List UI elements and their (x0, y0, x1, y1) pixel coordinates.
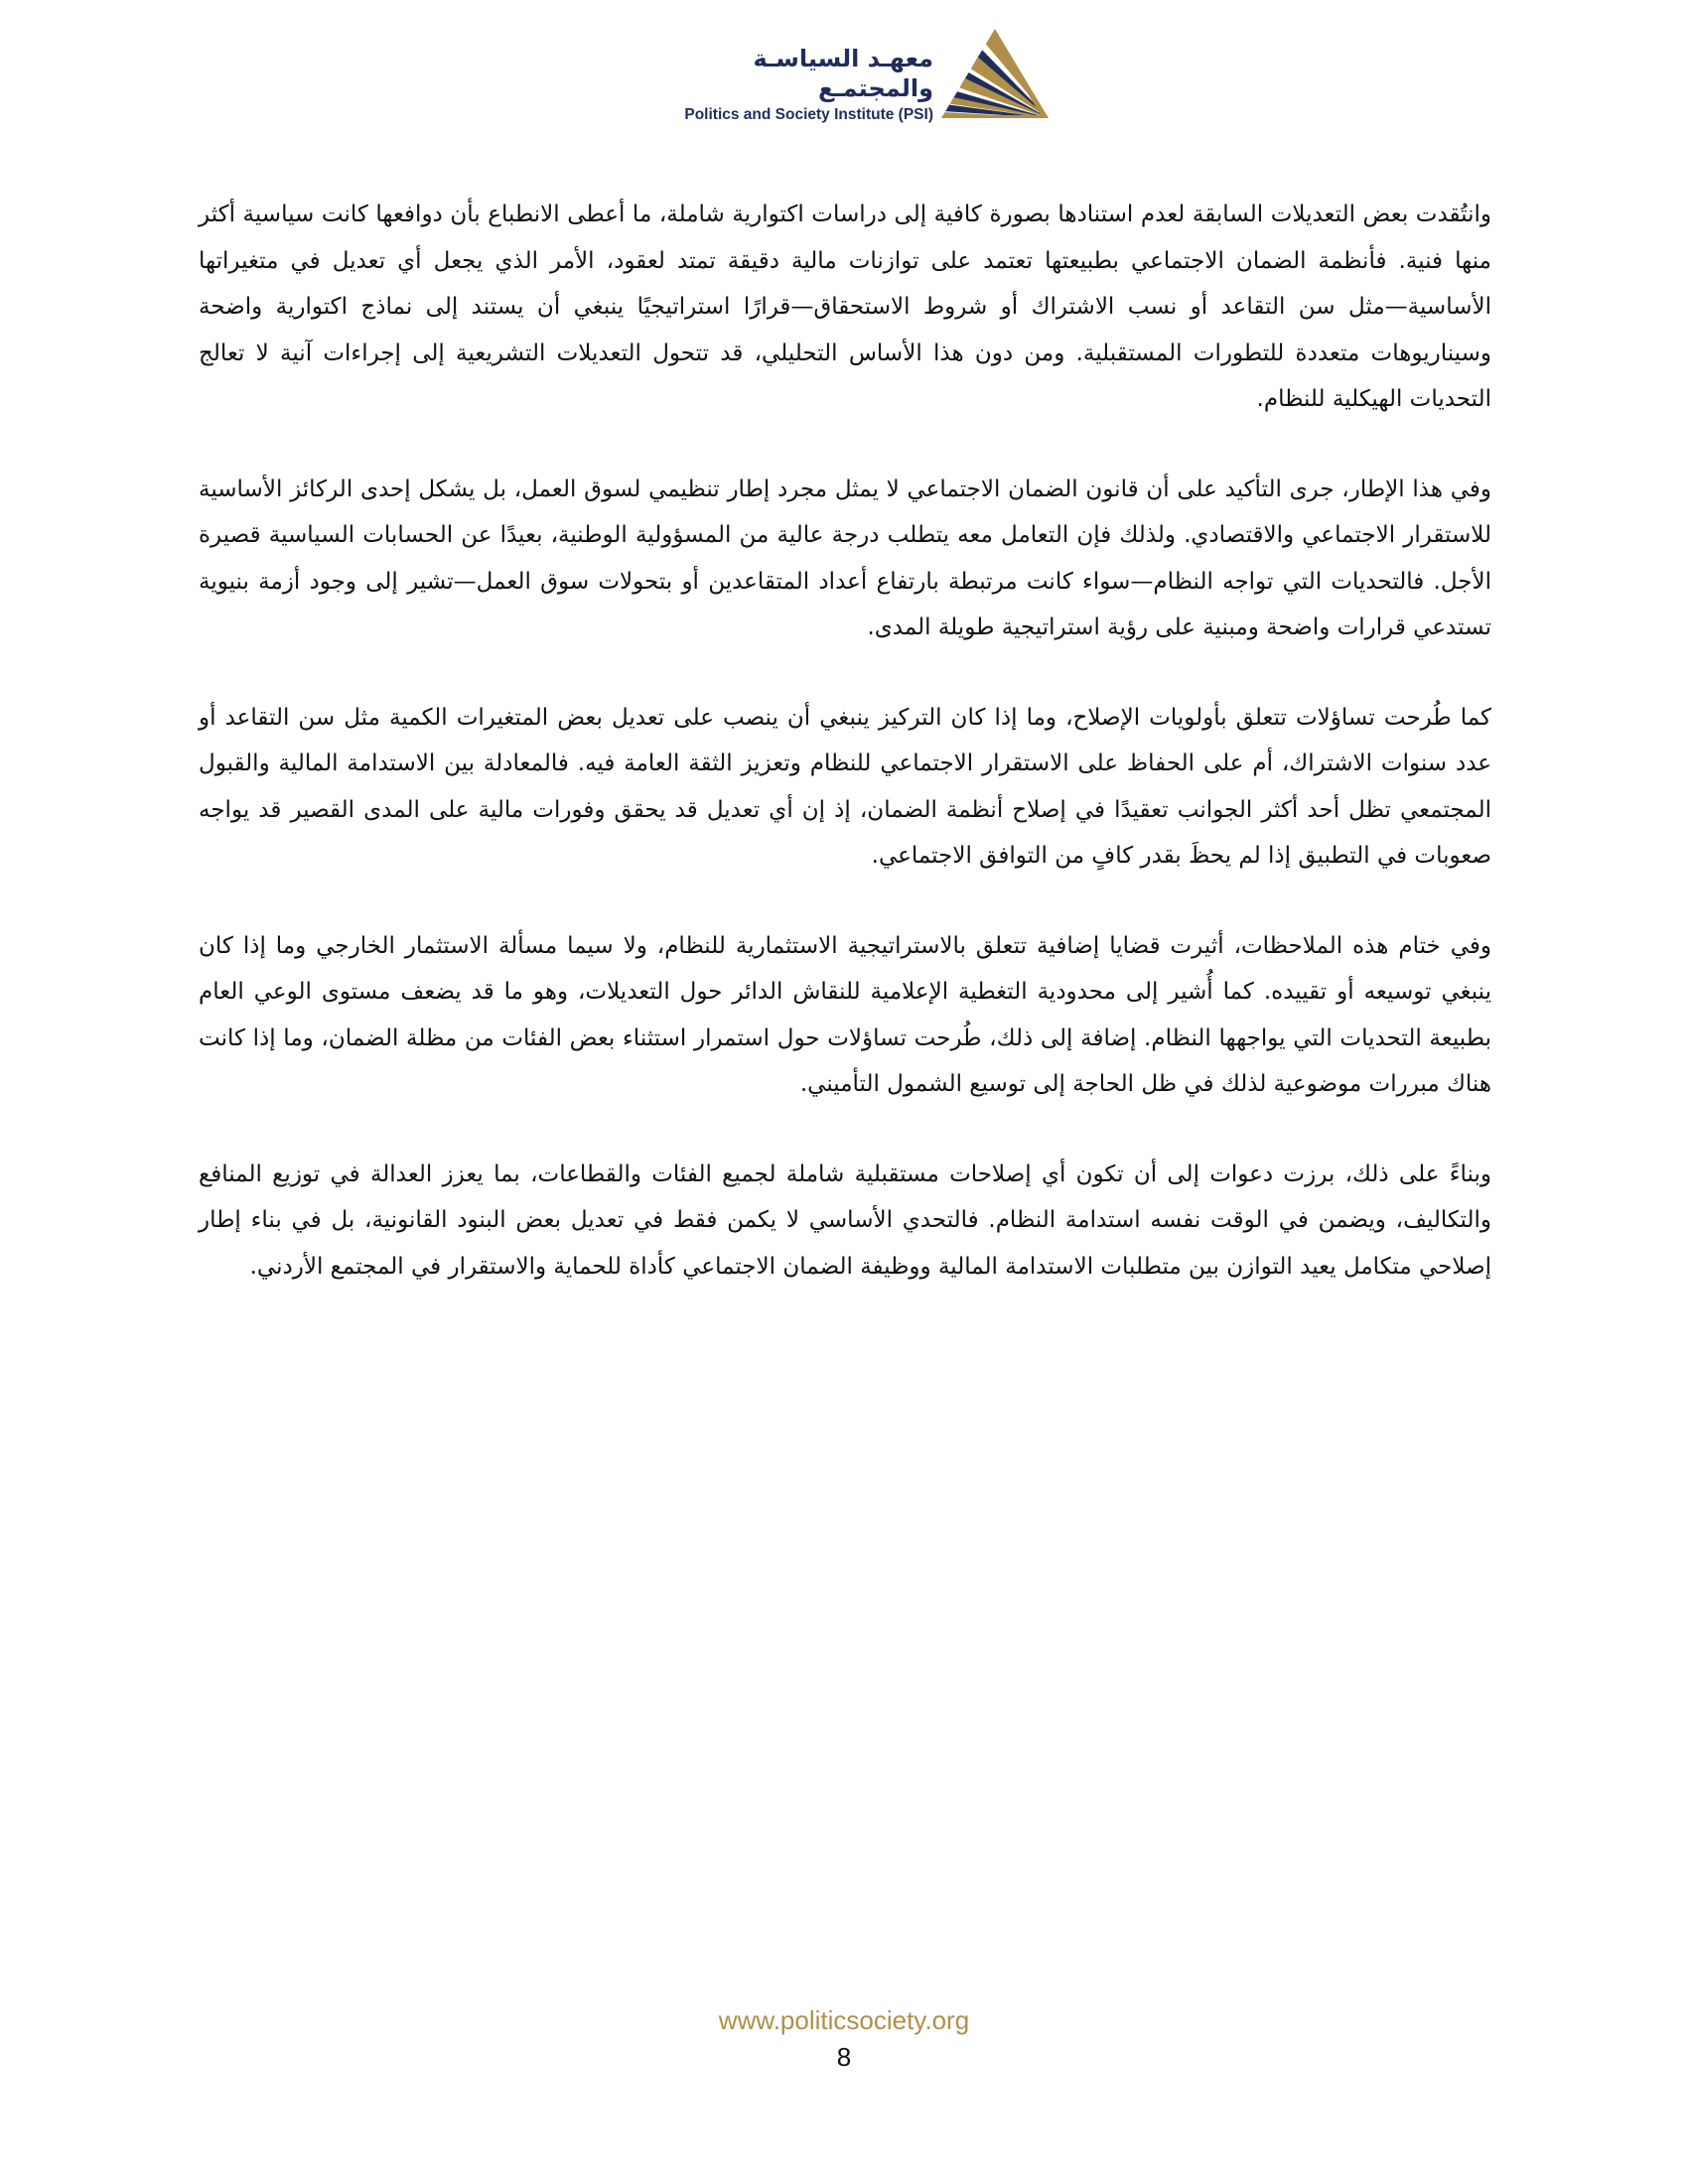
institute-name-arabic: معهـد السياسـة والمجتمـع (753, 45, 933, 102)
paragraph: وبناءً على ذلك، برزت دعوات إلى أن تكون أي إصلاحات مستقبلية شاملة لجميع الفئات والقطاعات، بما يعزز العدالة في توزيع المنافع والتكاليف، ويضمن في الوقت نفسه استدامة النظام. فالتحدي الأساسي لا يكمن فقط في تعديل بعض البنود القانونية، بل في بناء إطار إصلاحي متكامل يعيد التوازن بين متطلبات الاستدامة المالية ووظيفة الضمان الاجتماعي كأداة للحماية والاستقرار في المجتمع الأردني. (199, 1160, 1491, 1280)
page-footer (0, 2003, 1688, 2073)
website-link[interactable]: www.politicsociety.org (718, 2005, 970, 2035)
paragraph: كما طُرحت تساؤلات تتعلق بأولويات الإصلاح، وما إذا كان التركيز ينبغي أن ينصب على تعديل بعض المتغيرات الكمية مثل سن التقاعد أو عدد سنوات الاشتراك، أم على الحفاظ على الاستقرار الاجتماعي للنظام وتعزيز الثقة العامة فيه. فالمعادلة بين الاستدامة المالية والقبول المجتمعي تظل أحد أكثر الجوانب تعقيدًا في إصلاح أنظمة الضمان، إذ إن أي تعديل قد يحقق وفورات مالية على المدى القصير قد يواجه صعوبات في التطبيق إذا لم يحظَ بقدر كافٍ من التوافق الاجتماعي. (199, 704, 1491, 869)
triangle-rays-logo-icon (939, 27, 1051, 121)
institute-name-english: Politics and Society Institute (PSI) (684, 106, 933, 123)
paragraph: وانتُقدت بعض التعديلات السابقة لعدم استنادها بصورة كافية إلى دراسات اكتوارية شاملة، ما أعطى الانطباع بأن دوافعها كانت سياسية أكثر منها فنية. فأنظمة الضمان الاجتماعي بطبيعتها تعتمد على توازنات مالية دقيقة تمتد لعقود، الأمر الذي يجعل أي تعديل في متغيراتها الأساسية—مثل سن التقاعد أو نسب الاشتراك أو شروط الاستحقاق—قرارًا استراتيجيًا ينبغي أن يستند إلى نماذج اكتوارية واضحة وسيناريوهات متعددة للتطورات المستقبلية. ومن دون هذا الأساس التحليلي، قد تتحول التعديلات التشريعية إلى إجراءات آنية لا تعالج التحديات الهيكلية للنظام. (199, 202, 1491, 412)
paragraph: وفي هذا الإطار، جرى التأكيد على أن قانون الضمان الاجتماعي لا يمثل مجرد إطار تنظيمي لسوق العمل، بل يشكل إحدى الركائز الأساسية للاستقرار الاجتماعي والاقتصادي. ولذلك فإن التعامل معه يتطلب درجة عالية من المسؤولية الوطنية، بعيدًا عن الحسابات السياسية قصيرة الأجل. فالتحديات التي تواجه النظام—سواء كانت مرتبطة بارتفاع أعداد المتقاعدين أو بتحولات سوق العمل—تشير إلى وجود أزمة بنيوية تستدعي قرارات واضحة ومبنية على رؤية استراتيجية طويلة المدى. (199, 476, 1491, 640)
paragraph: وفي ختام هذه الملاحظات، أثيرت قضايا إضافية تتعلق بالاستراتيجية الاستثمارية للنظام، ولا سيما مسألة الاستثمار الخارجي وما إذا كان ينبغي توسيعه أو تقييده. كما أُشير إلى محدودية التغطية الإعلامية للنقاش الدائر حول التعديلات، وهو ما قد يضعف مستوى الوعي العام بطبيعة التحديات التي يواجهها النظام. إضافة إلى ذلك، طُرحت تساؤلات حول استمرار استثناء بعض الفئات من مظلة الضمان، وما إذا كانت هناك مبررات موضوعية لذلك في ظل الحاجة إلى توسيع الشمول التأميني. (199, 932, 1491, 1097)
institute-logo-text (635, 44, 933, 125)
page-header (0, 22, 1688, 121)
document-body (199, 192, 1491, 1333)
page-number: 8 (836, 2042, 852, 2072)
